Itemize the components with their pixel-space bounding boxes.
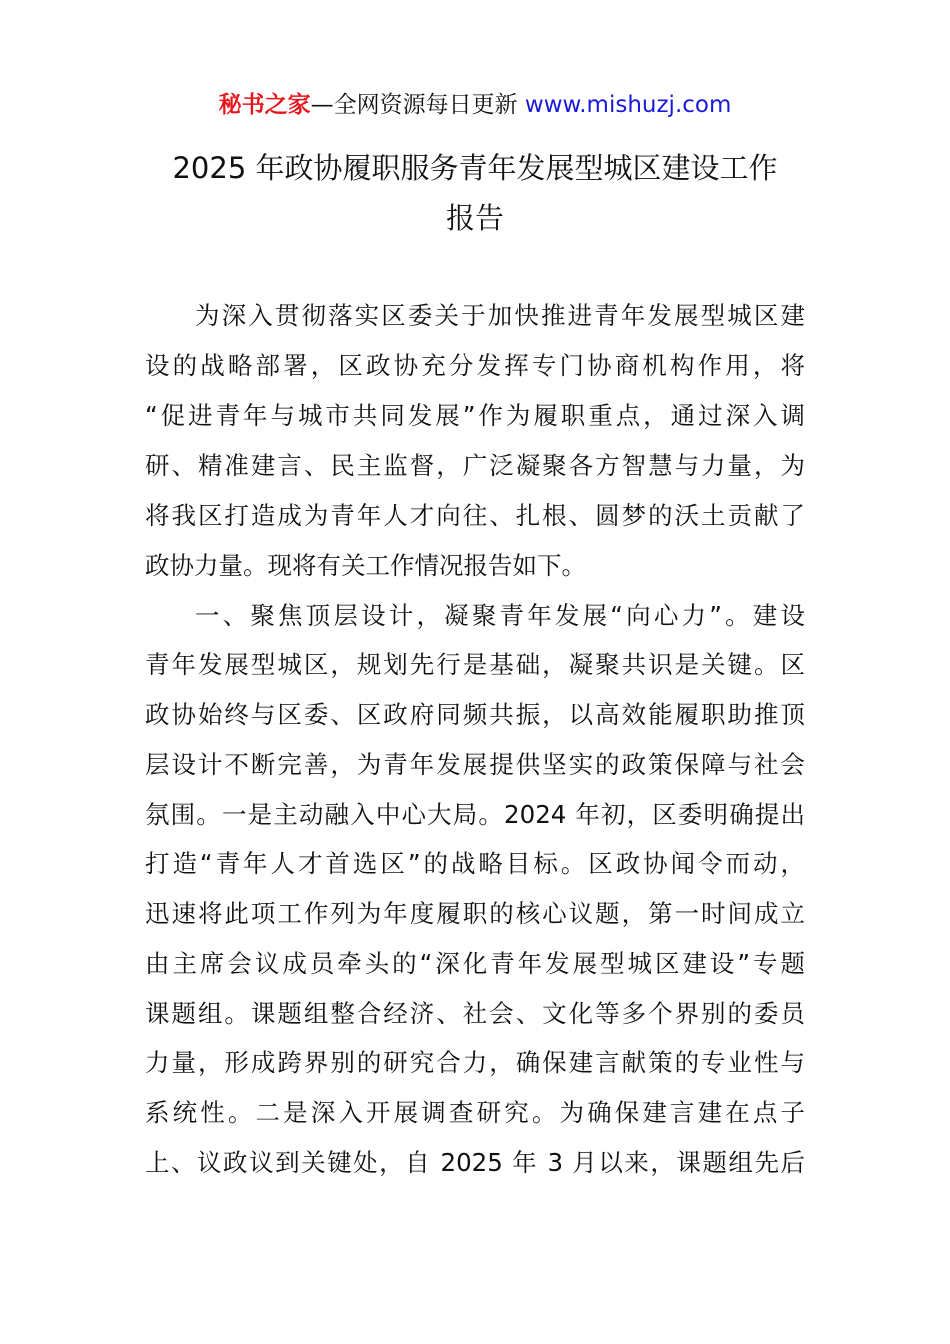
text-line: 系统性。二是深入开展调查研究。为确保建言建在点子 bbox=[145, 1098, 805, 1127]
document-title-line-1: 2025 年政协履职服务青年发展型城区建设工作 bbox=[172, 151, 778, 185]
text-line: 氛围。一是主动融入中心大局。2024 年初，区委明确提出 bbox=[145, 800, 805, 829]
text-line: 打造“青年人才首选区”的战略目标。区政协闻令而动， bbox=[145, 849, 805, 878]
text-line: 力量，形成跨界别的研究合力，确保建言献策的专业性与 bbox=[145, 1048, 805, 1077]
text-line: 政协始终与区委、区政府同频共振，以高效能履职助推顶 bbox=[145, 700, 805, 729]
section-heading-line: 一、聚焦顶层设计，凝聚青年发展“向心力”。建设 bbox=[195, 601, 805, 630]
text-line: 将我区打造成为青年人才向往、扎根、圆梦的沃土贡献了 bbox=[145, 501, 805, 530]
text-line: 为深入贯彻落实区委关于加快推进青年发展型城区建 bbox=[195, 301, 805, 330]
text-line: 迅速将此项工作列为年度履职的核心议题，第一时间成立 bbox=[145, 899, 805, 928]
text-line: 青年发展型城区，规划先行是基础，凝聚共识是关键。区 bbox=[145, 650, 805, 679]
text-line: 由主席会议成员牵头的“深化青年发展型城区建设”专题 bbox=[145, 949, 805, 978]
banner-slogan: —全网资源每日更新 bbox=[310, 92, 525, 118]
banner-url-link[interactable]: www.mishuzj.com bbox=[524, 92, 732, 118]
banner-brand: 秘书之家 bbox=[218, 92, 311, 118]
text-line: 层设计不断完善，为青年发展提供坚实的政策保障与社会 bbox=[145, 750, 805, 779]
text-line: 课题组。课题组整合经济、社会、文化等多个界别的委员 bbox=[145, 999, 805, 1028]
site-banner bbox=[0, 88, 950, 122]
text-line: 设的战略部署，区政协充分发挥专门协商机构作用，将 bbox=[145, 351, 805, 380]
text-line: 上、议政议到关键处，自 2025 年 3 月以来，课题组先后 bbox=[145, 1148, 805, 1177]
text-line: 政协力量。现将有关工作情况报告如下。 bbox=[145, 551, 586, 580]
document-title-line-2: 报告 bbox=[445, 201, 504, 235]
text-line: 研、精准建言、民主监督，广泛凝聚各方智慧与力量，为 bbox=[145, 451, 805, 480]
text-line: “促进青年与城市共同发展”作为履职重点，通过深入调 bbox=[145, 401, 805, 430]
